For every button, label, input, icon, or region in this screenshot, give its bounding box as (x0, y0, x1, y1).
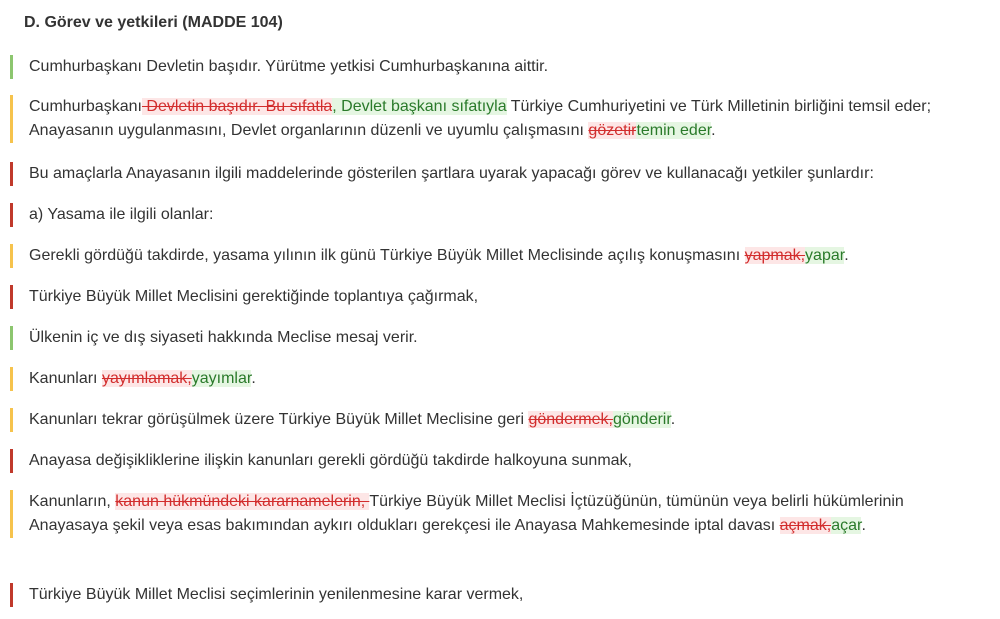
paragraph-4 (10, 203, 976, 227)
text-segment: . (844, 247, 849, 264)
text-segment: . (670, 411, 676, 428)
inserted-text: gönderir (612, 411, 671, 428)
inserted-text: temin eder (636, 122, 712, 139)
paragraph-12 (10, 583, 976, 607)
deleted-text: açmak, (779, 517, 832, 534)
text-segment: . (251, 370, 256, 387)
deleted-text: göndermek, (528, 411, 613, 428)
deleted-text: kanun hükmündeki kararnamelerin, (115, 493, 370, 510)
deleted-text: yapmak, (744, 247, 806, 264)
paragraph-1 (10, 55, 976, 79)
paragraph-10 (10, 449, 976, 473)
text-segment: Ülkenin iç ve dış siyaseti hakkında Meclise mesaj verir. (29, 329, 418, 346)
section-title: D. Görev ve yetkileri (MADDE 104) (24, 14, 283, 31)
deleted-text: Devletin başıdır. Bu sıfatla (141, 98, 333, 115)
paragraph-9 (10, 408, 976, 432)
paragraph-6 (10, 285, 976, 309)
text-segment: . (861, 517, 866, 534)
paragraph-3 (10, 162, 976, 186)
paragraph-11 (10, 490, 976, 538)
inserted-text: açar (831, 517, 862, 534)
paragraph-5 (10, 244, 976, 268)
paragraph-2 (10, 95, 976, 143)
text-segment: Kanunları tekrar görüşülmek üzere Türkiye Büyük Millet Meclisine geri (29, 411, 529, 428)
inserted-text: yapar (805, 247, 845, 264)
inserted-text: , Devlet başkanı sıfatıyla (332, 98, 507, 115)
text-segment: Türkiye Büyük Millet Meclisini gerektiğinde toplantıya çağırmak, (29, 288, 479, 305)
inserted-text: yayımlar (191, 370, 252, 387)
text-segment: Türkiye Büyük Millet Meclisi seçimlerinin yenilenmesine karar vermek, (29, 586, 524, 603)
text-segment: . (711, 122, 716, 139)
text-segment: Cumhurbaşkanı Devletin başıdır. Yürütme yetkisi Cumhurbaşkanına aittir. (29, 58, 549, 75)
text-segment: Kanunları (29, 370, 102, 387)
text-segment: Bu amaçlarla Anayasanın ilgili maddelerinde gösterilen şartlara uyarak yapacağı görev ve kullanacağı yetkiler şunlardır: (29, 165, 874, 182)
text-segment: a) Yasama ile ilgili olanlar: (29, 206, 214, 223)
text-segment: Anayasa değişikliklerine ilişkin kanunları gerekli gördüğü takdirde halkoyuna sunmak, (29, 452, 632, 469)
text-segment: Türkiye Cumhuriyetini ve Türk Milletinin birliğini temsil eder; Anayasanın uygulanmasını, Devlet organlarının düzenli ve uyumlu çalışmasını (29, 98, 932, 139)
text-segment: Kanunların, (29, 493, 116, 510)
deleted-text: yayımlamak, (101, 370, 192, 387)
text-segment: Cumhurbaşkanı (29, 98, 142, 115)
paragraph-7 (10, 326, 976, 350)
text-segment: Gerekli gördüğü takdirde, yasama yılının ilk günü Türkiye Büyük Millet Meclisinde açılış konuşmasını (29, 247, 745, 264)
deleted-text: gözetir (588, 122, 637, 139)
paragraph-8 (10, 367, 976, 391)
text-segment: Türkiye Büyük Millet Meclisi İçtüzüğünün, tümünün veya belirli hükümlerinin Anayasaya şekil veya esas bakımından aykırı oldukları gerekçesi ile Anayasa Mahkemesinde iptal davası (29, 493, 904, 534)
